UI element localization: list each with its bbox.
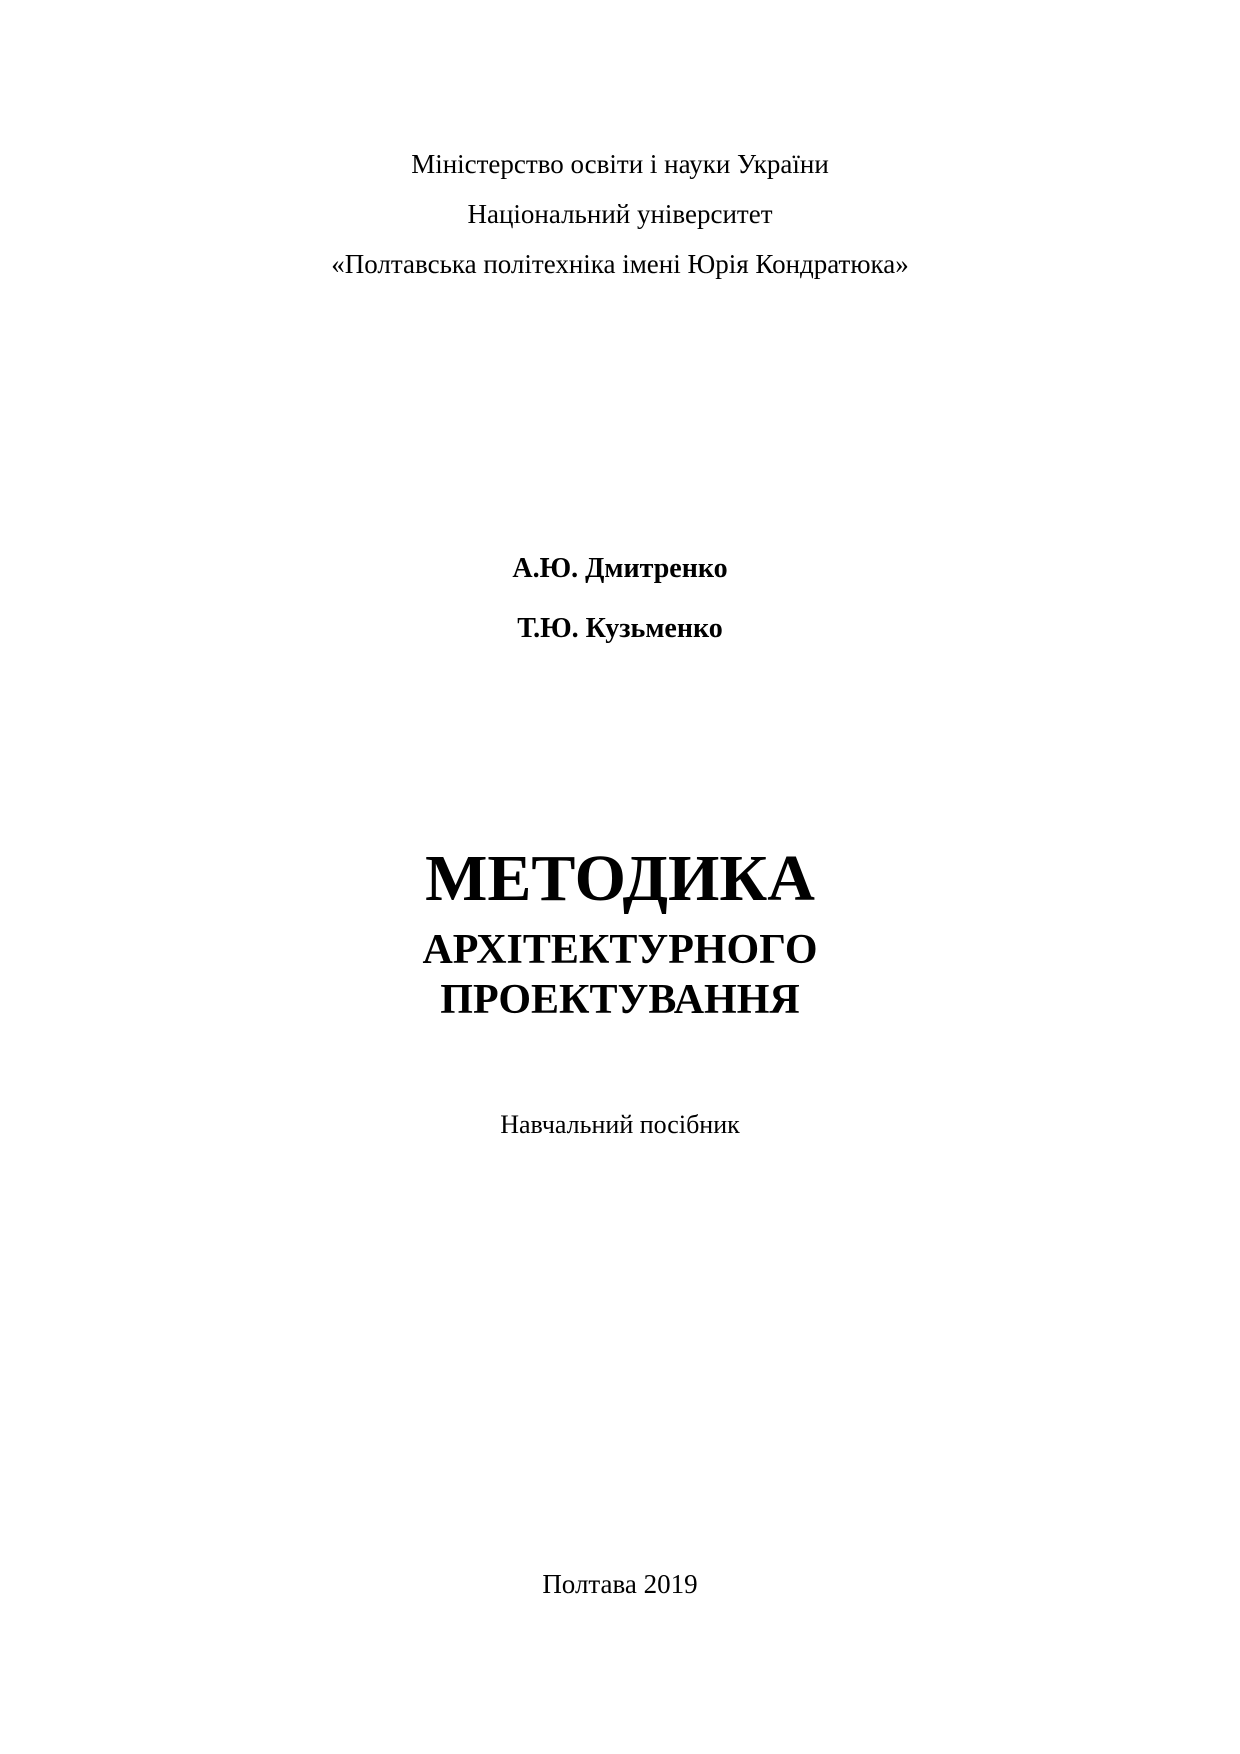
- ministry-name: Міністерство освіти і науки України: [411, 149, 829, 179]
- place-and-year: Полтава 2019: [542, 1569, 698, 1599]
- university-name-line2: «Полтавська політехніка імені Юрія Кондратюка»: [331, 249, 909, 279]
- book-title-sub-line2: ПРОЕКТУВАННЯ: [440, 977, 800, 1023]
- document-type: Навчальний посібник: [500, 1110, 740, 1139]
- author-1: А.Ю. Дмитренко: [512, 553, 728, 584]
- university-name-line1: Національний університет: [467, 199, 773, 229]
- book-title-main: МЕТОДИКА: [425, 842, 815, 915]
- author-2: Т.Ю. Кузьменко: [517, 613, 723, 644]
- book-title-sub-line1: АРХІТЕКТУРНОГО: [422, 927, 818, 973]
